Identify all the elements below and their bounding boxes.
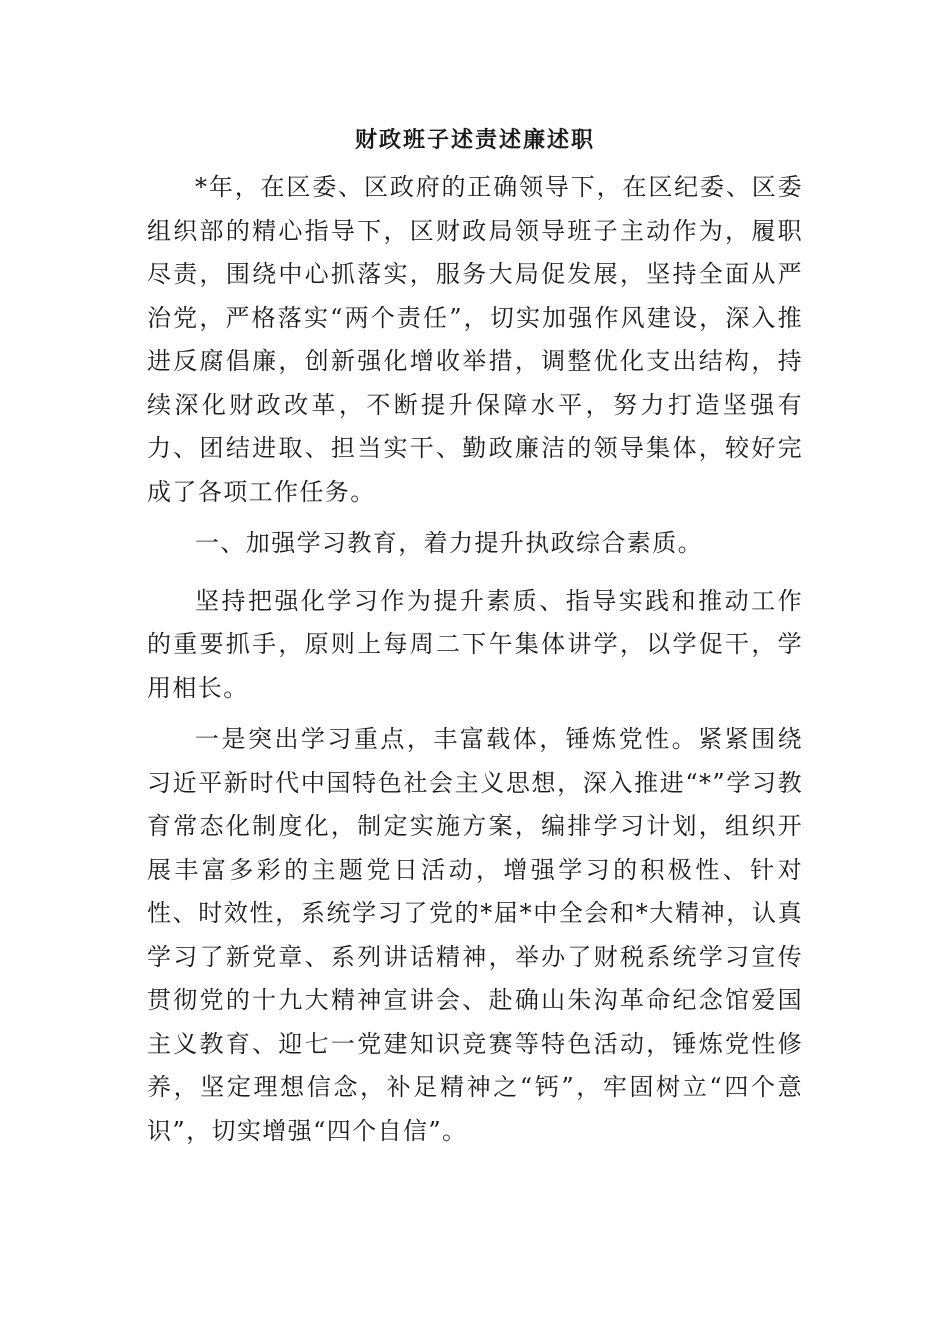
section-1-point-1-paragraph: 一是突出学习重点，丰富载体，锤炼党性。紧紧围绕习近平新时代中国特色社会主义思想，深入推进“*”学习教育常态化制度化，制定实施方案，编排学习计划，组织开展丰富多彩的主题党日活动，增强学习的积极性、针对性、时效性，系统学习了党的*届*中全会和*大精神，认真学习了新党章、系列讲话精神，举办了财税系统学习宣传贯彻党的十九大精神宣讲会、赴确山朱沟革命纪念馆爱国主义教育、迎七一党建知识竞赛等特色活动，锤炼党性修养，坚定理想信念，补足精神之“钙”，牢固树立“四个意识”，切实增强“四个自信”。 bbox=[147, 725, 803, 1145]
section-heading-1: 一、加强学习教育，着力提升执政综合素质。 bbox=[195, 529, 703, 557]
document-title: 财政班子述责述廉述职 bbox=[354, 127, 595, 153]
intro-paragraph: *年，在区委、区政府的正确领导下，在区纪委、区委组织部的精心指导下，区财政局领导班子主动作为，履职尽责，围绕中心抓落实，服务大局促发展，坚持全面从严治党，严格落实“两个责任”，切实加强作风建设，深入推进反腐倡廉，创新强化增收举措，调整优化支出结构，持续深化财政改革，不断提升保障水平，努力打造坚强有力、团结进取、担当实干、勤政廉洁的领导集体，较好完成了各项工作任务。 bbox=[147, 173, 803, 506]
section-1-paragraph: 坚持把强化学习作为提升素质、指导实践和推动工作的重要抓手，原则上每周二下午集体讲学，以学促干，学用相长。 bbox=[147, 586, 803, 702]
document-page bbox=[147, 118, 803, 1161]
